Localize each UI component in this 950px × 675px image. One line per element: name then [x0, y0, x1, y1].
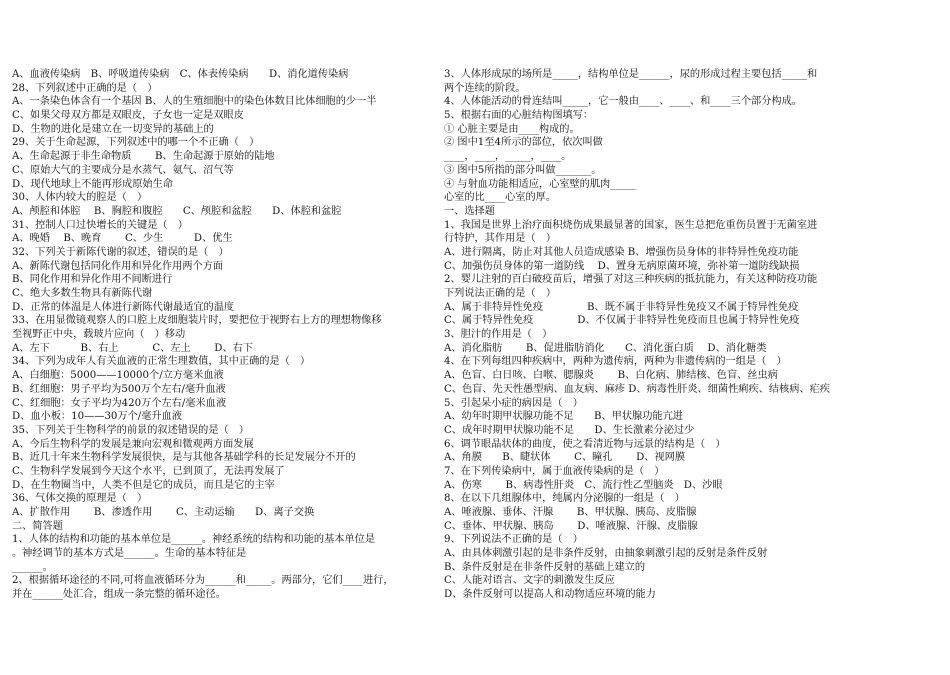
left-line: A、新陈代谢包括同化作用和异化作用两个方面: [12, 260, 224, 272]
right-line: 1、我国是世界上治疗面积烧伤成果最显著的国家，医生总把危重伤员置于无菌室进: [444, 219, 818, 231]
right-line: 8、在以下几组腺体中，纯属内分泌腺的一组是（ ）: [444, 493, 685, 505]
right-line: 行特护，其作用是（ ）: [444, 233, 557, 245]
left-line: 。神经调节的基本方式是______。生命的基本特征是: [12, 548, 247, 560]
right-line: C、垂体、甲状腺、胰岛 D、唾液腺、汗腺、皮脂腺: [444, 520, 698, 532]
right-line: A、消化脂肪 B、促进脂肪消化 C、消化蛋白质 D、消化糖类: [444, 342, 767, 354]
right-line: 心室的比____心室的厚。: [444, 192, 557, 204]
right-line: ④ 与射血功能相适应，心室壁的肌肉_____: [444, 178, 636, 190]
right-line: 一、选择题: [444, 205, 495, 217]
right-line: A、色盲、白日咳、白喉、腮腺炎 B、白化病、肺结核、色盲、丝虫病: [444, 370, 778, 382]
left-line: A、颅腔和体腔 B、胸腔和腹腔 C、颅腔和盆腔 D、体腔和盆腔: [12, 205, 342, 217]
left-line: A、生命起源于非生命物质 B、生命起源于原始的陆地: [12, 151, 275, 163]
right-line: C、加强伤员身体的第一道防线 D、置身无病原菌环境，弥补第一道防线缺损: [444, 260, 800, 272]
right-line: C、属于特异性免疫 D、不仅属于非特异性免疫而且也属于特异性免疫: [444, 315, 800, 327]
right-line: D、条件反射可以提高人和动物适应环境的能力: [444, 589, 656, 601]
left-line: B、近几十年来生物科学发展很快，是与其他各基础学科的长足发展分不开的: [12, 452, 356, 464]
left-column: [12, 68, 417, 602]
right-column: [444, 68, 839, 602]
right-line: 6、调节眼晶状体的曲度，使之看清近物与远景的结构是（ ）: [444, 438, 726, 450]
right-line: 4、人体能活动的骨连结叫_____，它一般由____、____、和____三个部分构成。: [444, 96, 802, 108]
left-line: D、生物的进化是建立在一切变异的基础上的: [12, 123, 214, 135]
left-line: A、白细胞：5000——10000个/立方毫米血液: [12, 370, 224, 382]
left-line: C、绝大多数生物具有新陈代谢: [12, 288, 153, 299]
right-line: 9、下列说法不正确的是（ ）: [444, 534, 583, 546]
left-line: C、原始大气的主要成分是水蒸气、氨气、沼气等: [12, 164, 234, 176]
right-line: A、幼年时期甲状腺功能不足 B、甲状腺功能亢进: [444, 411, 683, 423]
left-line: 并在______处汇合，组成一条完整的循环途径。: [12, 589, 226, 601]
left-line: 29、关于生命起源，下列叙述中的哪一个不正确（ ）: [12, 137, 260, 149]
right-line: A、属于非特异性免疫 B、既不属于非特异性免疫又不属于特异性免疫: [444, 301, 799, 313]
right-line: C、成年时期甲状腺功能不足 D、生长激素分泌过少: [444, 424, 695, 436]
left-line: 至视野正中央，载玻片应向（ ）移动: [12, 329, 186, 341]
left-line: D、在生物圈当中，人类不但是它的成员，而且是它的主宰: [12, 479, 275, 491]
left-line: 31、控制人口过快增长的关键是（ ）: [12, 219, 188, 231]
right-line: 两个连续的阶段。: [444, 82, 526, 94]
left-line: 35、下列关于生物科学的前景的叙述错误的是（ ）: [12, 424, 250, 436]
left-line: 36、气体交换的原理是（ ）: [12, 493, 148, 505]
left-line: D、正常的体温是人体进行新陈代谢最适宜的温度: [12, 301, 235, 313]
right-line: 5、根据右面的心脏结构图填写：: [444, 110, 594, 122]
right-line: ____，____，_____，____。: [444, 151, 572, 163]
left-line: C、红细胞：女子平均为420万个左右/毫米血液: [12, 397, 227, 409]
right-line: C、人能对语言、文字的刺激发生反应: [444, 575, 615, 587]
left-line: A、一条染色体含有一个基因 B、人的生殖细胞中的染色体数目比体细胞的少一半: [12, 96, 377, 108]
right-line: 下列说法正确的是（ ）: [444, 288, 557, 299]
left-line: B、同化作用和异化作用不间断进行: [12, 274, 173, 286]
right-line: 7、在下列传染病中，属于血液传染病的是（ ）: [444, 465, 665, 477]
left-line: 1、人体的结构和功能的基本单位是______。神经系统的结构和功能的基本单位是: [12, 534, 376, 546]
left-line: 2、根据循环途径的不同,可将血液循环分为______和_____。两部分，它们____进行，: [12, 575, 394, 587]
left-line: A、血液传染病 B、呼吸道传染病 C、体表传染病 D、消化道传染病: [12, 69, 349, 80]
left-line: A、今后生物科学的发展是兼向宏观和微观两方面发展: [12, 438, 254, 450]
right-line: ② 图中1至4所示的部位，依次叫做: [444, 137, 603, 149]
right-line: A、由具体刺激引起的是非条件反射，由抽象刺激引起的反射是条件反射: [444, 548, 768, 560]
left-line: ______。: [12, 561, 53, 573]
right-line: ① 心脏主要是由____构成的。: [444, 123, 580, 135]
right-line: 4、在下列每组四种疾病中，两种为遗传病，两种为非遗传病的一组是（ ）: [444, 356, 787, 368]
right-line: A、伤寒 B、病毒性肝炎 C、流行性乙型脑炎 D、沙眼: [444, 479, 723, 491]
left-line: A、左下 B、右上 C、左上 D、右下: [12, 342, 254, 354]
right-line: A、进行隔离，防止对其他人员造成感染 B、增强伤员身体的非特异性免疫功能: [444, 246, 799, 258]
right-line: 3、胆汁的作用是（ ）: [444, 329, 553, 341]
left-line: 32、下列关于新陈代谢的叙述，错误的是（ ）: [12, 246, 229, 258]
left-line: 28、下列叙述中正确的是（ ）: [12, 82, 158, 94]
left-line: 33、在用显微镜观察人的口腔上皮细胞装片时，要把位于视野右上方的理想物像移: [12, 315, 382, 327]
right-line: 3、人体形成尿的场所是_____，结构单位是______，尿的形成过程主要包括_____和: [444, 69, 818, 80]
right-line: ③ 图中5所指的部分叫做_______。: [444, 164, 602, 176]
left-line: D、现代地球上不能再形成原始生命: [12, 178, 173, 190]
left-line: B、红细胞：男子平均为500万个左右/毫升血液: [12, 383, 226, 395]
right-line: C、色盲、先天性愚型病、血友病、麻疹 D、病毒性肝炎、细菌性痢疾、结核病、疟疾: [444, 383, 830, 395]
left-line: 30、人体内较大的腔是（ ）: [12, 192, 148, 204]
right-line: A、角膜 B、睫状体 C、瞳孔 D、视网膜: [444, 452, 686, 464]
left-line: 二、简答题: [12, 520, 63, 532]
right-line: 2、婴儿注射的百白破疫苗后，增强了对这三种疾病的抵抗能力，有关这种防疫功能: [444, 274, 818, 286]
right-line: A、唾液腺、垂体、汗腺 B、甲状腺、胰岛、皮脂腺: [444, 507, 697, 518]
left-line: 34、下列为成年人有关血液的正常生理数值，其中正确的是（ ）: [12, 356, 311, 368]
left-line: C、如果父母双方都是双眼皮，子女也一定是双眼皮: [12, 110, 244, 122]
left-line: A、晚婚 B、晚育 C、少生 D、优生: [12, 233, 233, 245]
left-line: C、生物科学发展到今天这个水平，已到顶了，无法再发展了: [12, 465, 285, 477]
right-line: B、条件反射是在非条件反射的基础上建立的: [444, 561, 646, 573]
right-line: 5、引起呆小症的病因是（ ）: [444, 397, 583, 409]
left-line: D、血小板：10——30万个/毫升血液: [12, 411, 182, 423]
left-line: A、扩散作用 B、渗透作用 C、主动运输 D、离子交换: [12, 507, 315, 518]
